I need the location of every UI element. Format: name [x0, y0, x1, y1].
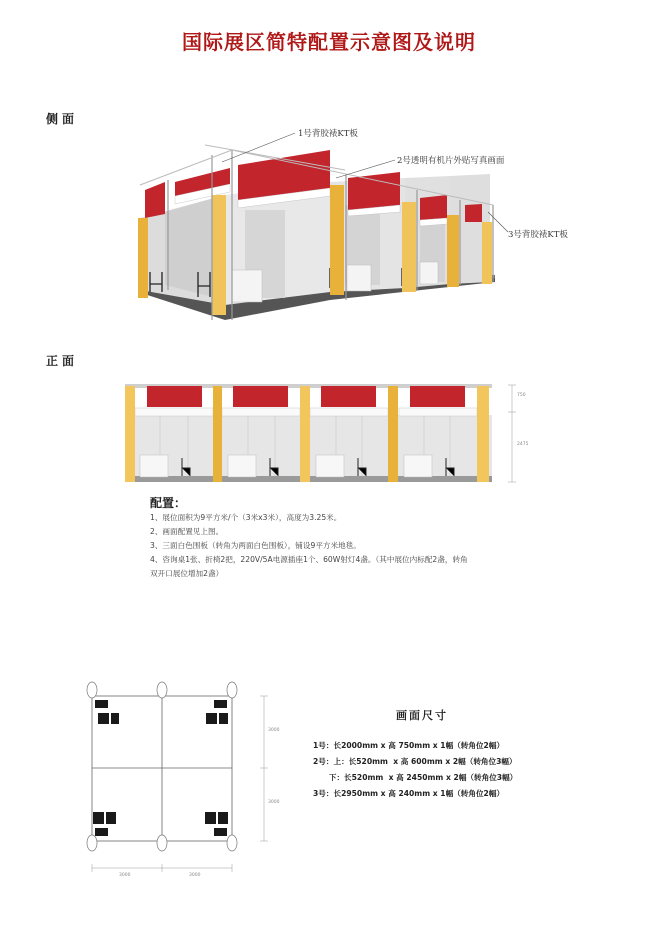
plan-dim-right-top: 3000 — [268, 728, 280, 733]
config-item: 3、三面白色围板（转角为两面白色围板），铺设9平方米地毯。 — [150, 541, 361, 550]
callout-2-label: 2号透明有机片外贴写真画面 — [397, 156, 505, 166]
plan-dim-bottom-left: 3000 — [119, 873, 131, 878]
config-item: 4、咨询桌1张、折椅2把，220V/5A电源插座1个、60W射灯4盏。（其中展位内标配2盏，转角 — [150, 555, 468, 564]
panel-size-line: 下：长520mm x 高 2450mm x 2幅（转角位3幅） — [313, 773, 518, 782]
front-dim-top: 750 — [517, 393, 526, 398]
config-item: 2、画面配置见上图。 — [150, 527, 224, 536]
config-item: 双开口展位增加2盏） — [150, 569, 224, 578]
panel-sizes-heading: 画面尺寸 — [396, 709, 448, 722]
section-front-label: 正面 — [46, 354, 79, 368]
callout-3-label: 3号背胶裱KT板 — [508, 230, 568, 240]
config-item: 1、展位面积为9平方米/个（3米x3米），高度为3.25米。 — [150, 513, 342, 522]
plan-dim-right-bottom: 3000 — [268, 800, 280, 805]
plan-dim-bottom-right: 3000 — [189, 873, 201, 878]
panel-size-line: 1号：长2000mm x 高 750mm x 1幅（转角位2幅） — [313, 741, 505, 750]
panel-size-line: 2号：上：长520mm x 高 600mm x 2幅（转角位3幅） — [313, 757, 517, 766]
panel-size-line: 3号：长2950mm x 高 240mm x 1幅（转角位2幅） — [313, 789, 505, 798]
section-side-label: 侧面 — [46, 112, 79, 126]
page-title: 国际展区简特配置示意图及说明 — [182, 30, 476, 54]
config-heading: 配置： — [150, 496, 187, 510]
front-dim-bottom: 2475 — [517, 442, 529, 447]
callout-1-label: 1号背胶裱KT板 — [298, 129, 358, 139]
